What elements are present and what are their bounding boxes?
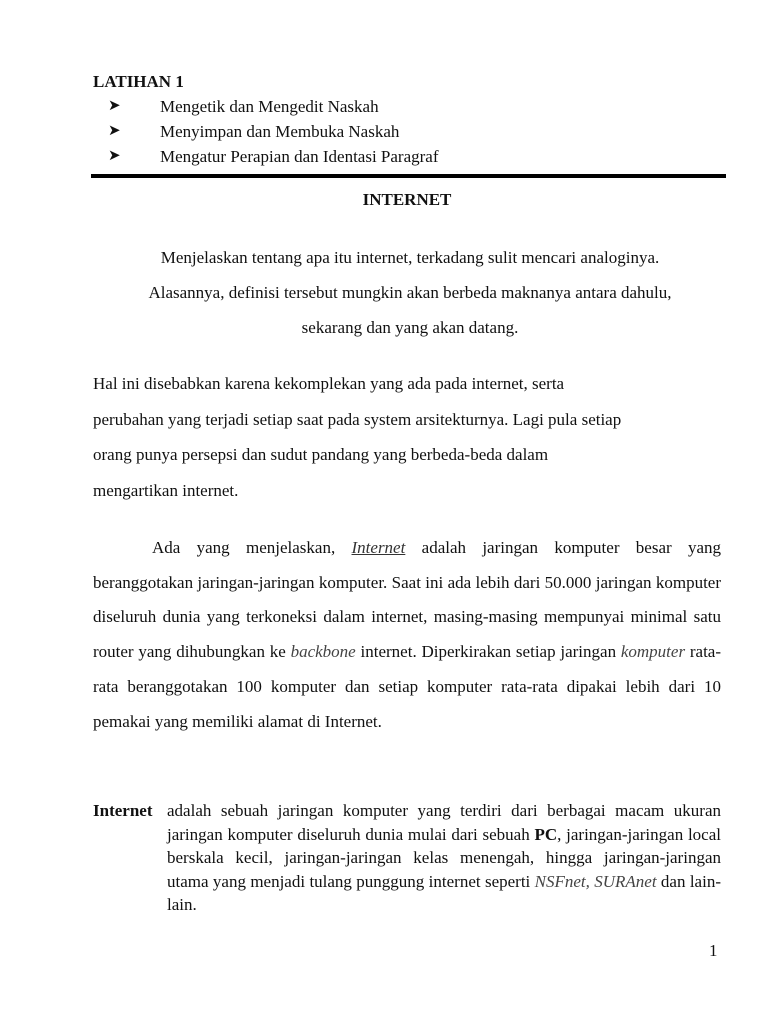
- paragraph-line: orang punya persepsi dan sudut pandang yang berbeda-beda dalam: [93, 445, 549, 464]
- backbone-term: backbone: [290, 642, 356, 662]
- paragraph-text: adalah jaringan komputer besar yang beranggotakan jaringan-jaringan komputer. Saat ini ada lebih dari 50.000 jaringan komputer diseluruh dunia yang terkoneksi dalam internet, masing-masing mempunyai minimal satu router yang dihubungkan ke: [93, 538, 722, 662]
- intro-line: Menjelaskan tentang apa itu internet, terkadang sulit mencari analoginya.: [160, 248, 660, 267]
- definition-text: [167, 799, 721, 917]
- horizontal-rule: [91, 174, 726, 178]
- intro-paragraph: [93, 240, 727, 345]
- definition-text-part: , jaringan-jaringan local berskala kecil, jaringan-jaringan kelas menengah, hingga jaringan-jaringan utama yang menjadi tulang punggung internet seperti: [167, 824, 721, 891]
- komputer-term: komputer: [620, 642, 686, 662]
- definition-block: [93, 799, 721, 917]
- paragraph-text: internet. Diperkirakan setiap jaringan: [355, 642, 621, 662]
- list-item: [108, 144, 439, 169]
- arrowhead-bullet-icon: ➤: [108, 98, 121, 114]
- network-examples: NSFnet, SURAnet: [534, 871, 657, 891]
- body-paragraph: [93, 531, 721, 739]
- definition-text-part: dan lain-lain.: [167, 871, 721, 914]
- page-number: 1: [709, 941, 718, 960]
- definition-term: Internet: [93, 801, 153, 820]
- list-item-label: Menyimpan dan Membuka Naskah: [160, 122, 400, 141]
- paragraph-line: mengartikan internet.: [93, 480, 239, 500]
- exercise-heading: LATIHAN 1: [93, 72, 184, 91]
- list-item: [108, 119, 439, 144]
- body-paragraph: [93, 366, 727, 508]
- paragraph-text: rata-rata beranggotakan 100 komputer dan setiap komputer rata-rata dipakai lebih dari 10 pemakai yang memiliki alamat di Internet.: [93, 642, 721, 731]
- paragraph-line: Hal ini disebabkan karena kekomplekan yang ada pada internet, serta: [93, 374, 565, 393]
- section-title: INTERNET: [362, 190, 452, 209]
- list-item-label: Mengatur Perapian dan Identasi Paragraf: [160, 147, 439, 166]
- arrowhead-bullet-icon: ➤: [108, 148, 121, 164]
- paragraph-text: Ada yang menjelaskan,: [152, 538, 352, 557]
- list-item: [108, 94, 439, 119]
- internet-link[interactable]: Internet: [351, 538, 406, 557]
- list-item-label: Mengetik dan Mengedit Naskah: [160, 97, 379, 116]
- topic-list: [108, 94, 439, 169]
- intro-line: Alasannya, definisi tersebut mungkin akan berbeda maknanya antara dahulu,: [148, 283, 672, 302]
- intro-line: sekarang dan yang akan datang.: [301, 318, 519, 337]
- paragraph-line: perubahan yang terjadi setiap saat pada system arsitekturnya. Lagi pula setiap: [93, 409, 622, 429]
- pc-term: PC: [534, 824, 558, 844]
- definition-text-part: adalah sebuah jaringan komputer yang terdiri dari berbagai macam ukuran jaringan komputer diseluruh dunia mulai dari sebuah: [167, 801, 721, 844]
- arrowhead-bullet-icon: ➤: [108, 123, 121, 139]
